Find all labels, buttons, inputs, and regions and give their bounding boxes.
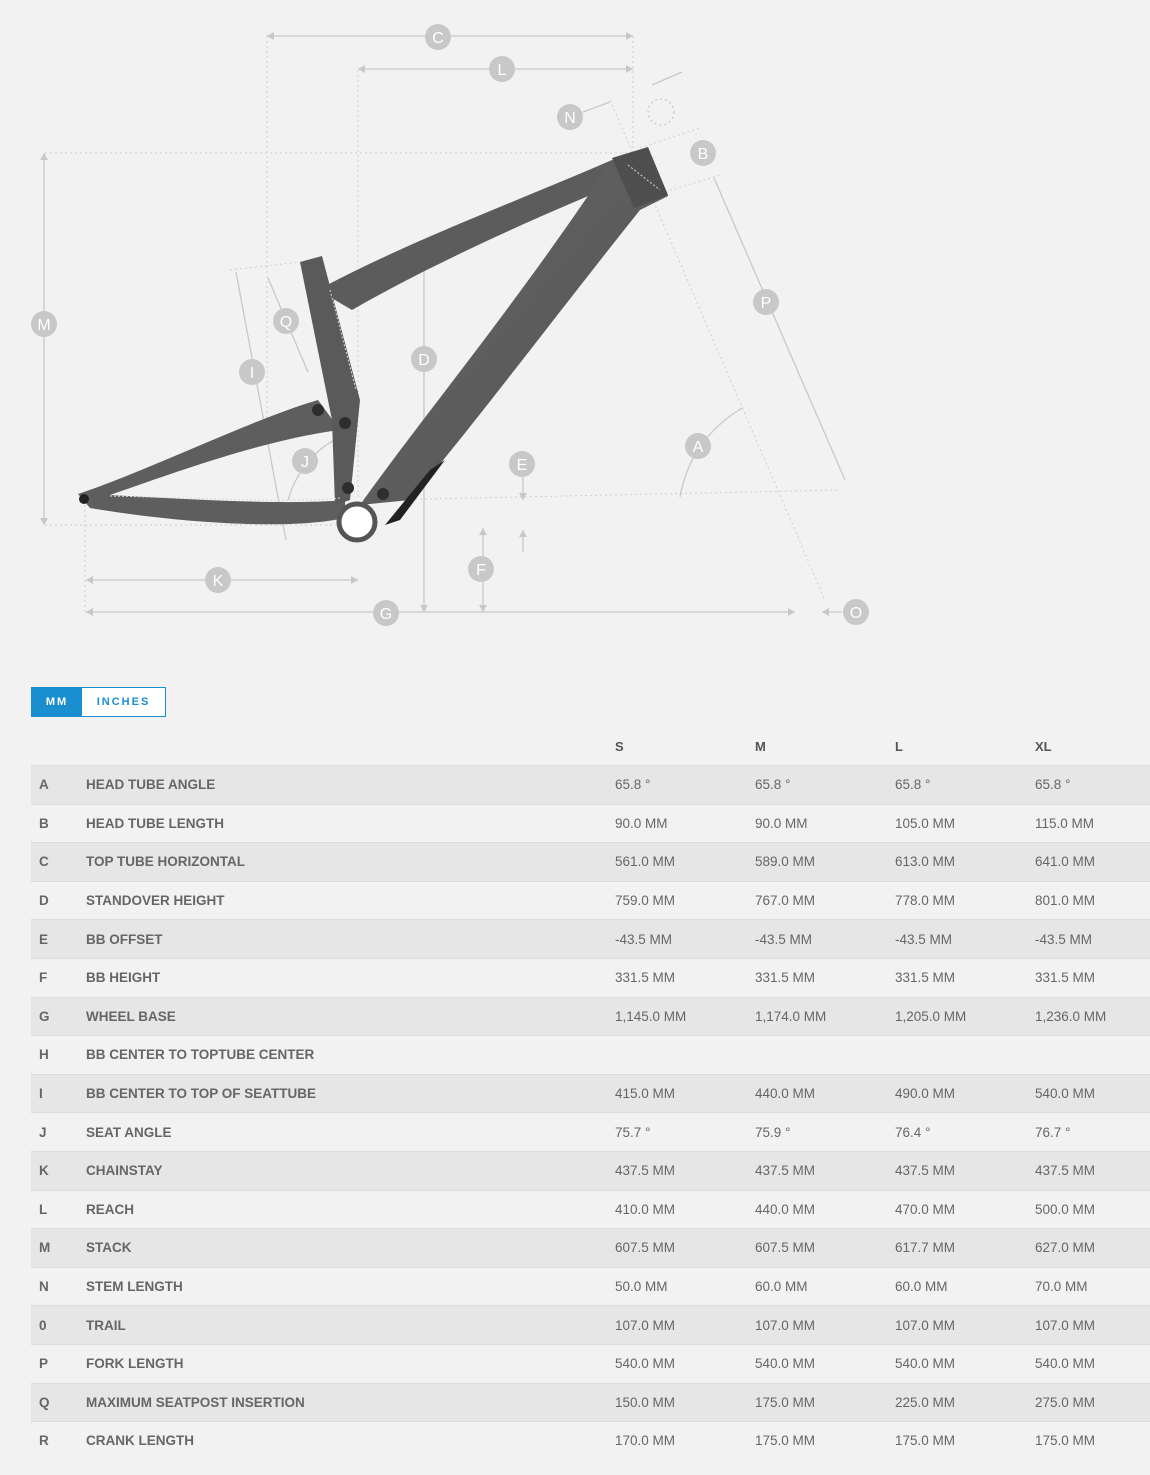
row-value: 175.0 MM [895, 1422, 1035, 1460]
row-value: 1,205.0 MM [895, 997, 1035, 1036]
row-value: 437.5 MM [755, 1151, 895, 1190]
row-label: MAXIMUM SEATPOST INSERTION [86, 1383, 615, 1422]
row-code: N [31, 1267, 86, 1306]
row-value: 607.5 MM [615, 1229, 755, 1268]
row-label: HEAD TUBE LENGTH [86, 804, 615, 843]
row-value: 1,145.0 MM [615, 997, 755, 1036]
row-value: 627.0 MM [1035, 1229, 1150, 1268]
row-value: 175.0 MM [755, 1383, 895, 1422]
row-code: I [31, 1074, 86, 1113]
table-row [31, 1344, 1150, 1383]
row-value: 65.8 ° [755, 766, 895, 805]
row-code: Q [31, 1383, 86, 1422]
dimension-badge-label: E [516, 457, 528, 474]
dimension-badge [753, 289, 779, 315]
row-value: 778.0 MM [895, 881, 1035, 920]
row-label: CHAINSTAY [86, 1151, 615, 1190]
dimension-badge-label: Q [279, 314, 293, 331]
dimension-badge [411, 346, 437, 372]
row-code: B [31, 804, 86, 843]
row-value: 175.0 MM [1035, 1422, 1150, 1460]
row-code: H [31, 1036, 86, 1075]
table-row [31, 997, 1150, 1036]
row-value: 440.0 MM [755, 1190, 895, 1229]
row-value: 76.4 ° [895, 1113, 1035, 1152]
row-value: 275.0 MM [1035, 1383, 1150, 1422]
row-value [615, 1036, 755, 1075]
row-value: 65.8 ° [895, 766, 1035, 805]
row-value: 107.0 MM [1035, 1306, 1150, 1345]
dimension-badge-label: A [692, 439, 704, 456]
row-value: 540.0 MM [895, 1344, 1035, 1383]
table-row [31, 843, 1150, 882]
row-value: 437.5 MM [895, 1151, 1035, 1190]
row-value: 75.9 ° [755, 1113, 895, 1152]
row-value: 60.0 MM [755, 1267, 895, 1306]
row-value: 90.0 MM [615, 804, 755, 843]
row-value: 107.0 MM [615, 1306, 755, 1345]
row-code: P [31, 1344, 86, 1383]
dimension-badge [557, 104, 583, 130]
row-label: BB CENTER TO TOPTUBE CENTER [86, 1036, 615, 1075]
row-label: REACH [86, 1190, 615, 1229]
guide-lines [45, 36, 840, 612]
dimension-badge-label: B [697, 146, 709, 163]
row-label: BB OFFSET [86, 920, 615, 959]
row-value: 589.0 MM [755, 843, 895, 882]
dimension-badge [239, 359, 265, 385]
row-value: -43.5 MM [755, 920, 895, 959]
row-value [755, 1036, 895, 1075]
row-value: 613.0 MM [895, 843, 1035, 882]
table-row [31, 920, 1150, 959]
table-row [31, 958, 1150, 997]
table-row [31, 1190, 1150, 1229]
row-value: 90.0 MM [755, 804, 895, 843]
row-value: 65.8 ° [1035, 766, 1150, 805]
row-value: -43.5 MM [895, 920, 1035, 959]
row-value: 107.0 MM [895, 1306, 1035, 1345]
dimension-badge-label: K [212, 573, 224, 590]
table-row [31, 1036, 1150, 1075]
row-value: 65.8 ° [615, 766, 755, 805]
dimension-badge [509, 451, 535, 477]
row-value: 331.5 MM [1035, 958, 1150, 997]
row-code: C [31, 843, 86, 882]
row-value: 70.0 MM [1035, 1267, 1150, 1306]
row-label: FORK LENGTH [86, 1344, 615, 1383]
row-label: STACK [86, 1229, 615, 1268]
row-value: 440.0 MM [755, 1074, 895, 1113]
table-header-row [31, 727, 1150, 766]
dimension-badge [690, 140, 716, 166]
row-code: L [31, 1190, 86, 1229]
row-code: G [31, 997, 86, 1036]
table-row [31, 881, 1150, 920]
dimension-badge [468, 556, 494, 582]
row-value: 76.7 ° [1035, 1113, 1150, 1152]
row-label: STEM LENGTH [86, 1267, 615, 1306]
row-value: 470.0 MM [895, 1190, 1035, 1229]
mm-unit-button[interactable]: MM [32, 688, 82, 716]
header-code [31, 727, 86, 766]
row-code: F [31, 958, 86, 997]
table-row [31, 1113, 1150, 1152]
row-code: A [31, 766, 86, 805]
row-value: 540.0 MM [755, 1344, 895, 1383]
row-code: R [31, 1422, 86, 1460]
row-value: 801.0 MM [1035, 881, 1150, 920]
table-body [31, 766, 1150, 1460]
table-row [31, 1267, 1150, 1306]
dimension-badge [373, 600, 399, 626]
inches-unit-button[interactable]: INCHES [82, 688, 165, 716]
row-value: 115.0 MM [1035, 804, 1150, 843]
row-value: 490.0 MM [895, 1074, 1035, 1113]
dimension-badge-label: J [301, 454, 309, 471]
row-value: 540.0 MM [615, 1344, 755, 1383]
row-value: 175.0 MM [755, 1422, 895, 1460]
table-row [31, 766, 1150, 805]
row-code: K [31, 1151, 86, 1190]
header-label [86, 727, 615, 766]
dimension-badge-label: O [849, 605, 863, 622]
row-value: 437.5 MM [615, 1151, 755, 1190]
geometry-table [31, 727, 1150, 1460]
row-value: 331.5 MM [755, 958, 895, 997]
row-value: 225.0 MM [895, 1383, 1035, 1422]
dimension-badge-label: I [249, 365, 255, 382]
dimension-labels [31, 24, 869, 626]
dimension-badge [843, 599, 869, 625]
row-label: HEAD TUBE ANGLE [86, 766, 615, 805]
row-value: 437.5 MM [1035, 1151, 1150, 1190]
table-row [31, 1422, 1150, 1460]
size-header: XL [1035, 738, 1052, 754]
row-value: 561.0 MM [615, 843, 755, 882]
dimension-badge-label: N [564, 110, 576, 127]
dimension-badge-label: G [379, 606, 393, 623]
dimension-badge [489, 56, 515, 82]
row-value: 500.0 MM [1035, 1190, 1150, 1229]
dimension-badge-label: F [476, 562, 486, 579]
size-header: L [895, 738, 903, 754]
table-row [31, 1383, 1150, 1422]
row-value: 75.7 ° [615, 1113, 755, 1152]
row-label: WHEEL BASE [86, 997, 615, 1036]
size-header: M [755, 738, 766, 754]
row-label: BB CENTER TO TOP OF SEATTUBE [86, 1074, 615, 1113]
dimension-badge [205, 567, 231, 593]
dimension-badge-label: D [418, 352, 430, 369]
dimension-badge-label: L [497, 62, 507, 79]
row-value [1035, 1036, 1150, 1075]
table-row [31, 804, 1150, 843]
size-header: S [615, 738, 624, 754]
row-value: 410.0 MM [615, 1190, 755, 1229]
row-value: 415.0 MM [615, 1074, 755, 1113]
row-code: J [31, 1113, 86, 1152]
row-value: 105.0 MM [895, 804, 1035, 843]
dimension-lines [44, 36, 845, 612]
table-row [31, 1229, 1150, 1268]
row-value: -43.5 MM [615, 920, 755, 959]
dimension-badge [273, 308, 299, 334]
frame-geometry-diagram [0, 0, 1150, 660]
row-value: 60.0 MM [895, 1267, 1035, 1306]
dimension-badge [292, 448, 318, 474]
row-code: E [31, 920, 86, 959]
row-value: 107.0 MM [755, 1306, 895, 1345]
dimension-badge [425, 24, 451, 50]
row-label: TOP TUBE HORIZONTAL [86, 843, 615, 882]
row-value: 331.5 MM [615, 958, 755, 997]
dimension-badge-label: M [37, 317, 51, 334]
row-label: CRANK LENGTH [86, 1422, 615, 1460]
row-value [895, 1036, 1035, 1075]
row-value: 331.5 MM [895, 958, 1035, 997]
arrow-heads [40, 32, 829, 616]
row-code: M [31, 1229, 86, 1268]
row-value: 767.0 MM [755, 881, 895, 920]
row-value: -43.5 MM [1035, 920, 1150, 959]
row-label: STANDOVER HEIGHT [86, 881, 615, 920]
table-row [31, 1306, 1150, 1345]
table-row [31, 1074, 1150, 1113]
row-label: BB HEIGHT [86, 958, 615, 997]
row-label: SEAT ANGLE [86, 1113, 615, 1152]
dimension-badge [31, 311, 57, 337]
row-value: 759.0 MM [615, 881, 755, 920]
dimension-badge-label: C [432, 30, 444, 47]
row-code: 0 [31, 1306, 86, 1345]
row-value: 540.0 MM [1035, 1074, 1150, 1113]
row-value: 170.0 MM [615, 1422, 755, 1460]
bike-frame [78, 147, 668, 540]
row-value: 150.0 MM [615, 1383, 755, 1422]
row-value: 1,236.0 MM [1035, 997, 1150, 1036]
dimension-badge [685, 433, 711, 459]
row-code: D [31, 881, 86, 920]
dimension-badge-label: P [760, 295, 772, 312]
unit-toggle [31, 687, 166, 717]
row-value: 607.5 MM [755, 1229, 895, 1268]
table-row [31, 1151, 1150, 1190]
row-value: 617.7 MM [895, 1229, 1035, 1268]
row-value: 50.0 MM [615, 1267, 755, 1306]
row-value: 1,174.0 MM [755, 997, 895, 1036]
row-label: TRAIL [86, 1306, 615, 1345]
row-value: 641.0 MM [1035, 843, 1150, 882]
row-value: 540.0 MM [1035, 1344, 1150, 1383]
